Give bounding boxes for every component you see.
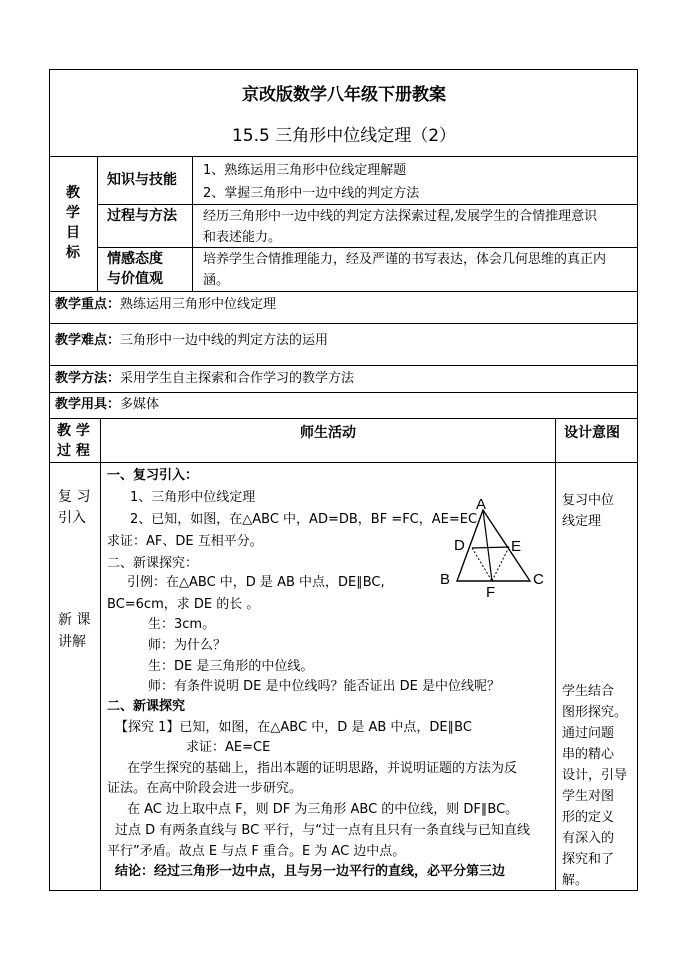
segment-ef <box>492 547 509 581</box>
content-line-4: 求证：AF、DE 互相平分。 <box>107 534 263 549</box>
emotion-label-1: 情感态度 <box>107 251 163 267</box>
difficulty-row <box>55 333 328 349</box>
tools-label: 教学用具： <box>55 397 121 412</box>
col-line-intent <box>555 418 556 890</box>
row-line-obj1 <box>97 204 638 205</box>
content-line-5: 二、新课探究： <box>107 556 199 571</box>
difficulty-text: 三角形中一边中线的判定方法的运用 <box>120 333 329 348</box>
content-line-7: BC=6cm，求 DE 的长 。 <box>107 597 260 612</box>
row-line-3 <box>49 323 638 324</box>
stage-new-1: 新 课 <box>58 612 91 628</box>
col-line-proc <box>100 418 101 890</box>
content-line-10: 生：DE 是三角形的中位线。 <box>148 659 314 674</box>
intent-review: 复习中位 线定理 <box>562 493 615 529</box>
content-conclusion: 结论：经过三角形一边中点，且与另一边平行的直线，必平分第三边 <box>115 864 506 879</box>
key-point-label: 教学重点： <box>55 297 121 312</box>
col-line-obj-a <box>97 156 98 291</box>
stage-new-2: 讲解 <box>58 634 86 650</box>
col-header-activity: 师生活动 <box>300 425 356 441</box>
content-line-19: 平行”矛盾。故点 E 与点 F 重合。E 为 AC 边中点。 <box>107 844 406 859</box>
content-line-17: 在 AC 边上取中点 F，则 DF 为三角形 ABC 的中位线，则 DF∥BC。 <box>127 802 519 817</box>
content-line-6: 引例：在△ABC 中，D 是 AB 中点，DE∥BC, <box>127 575 385 590</box>
row-line-obj2 <box>97 247 638 248</box>
intent-new: 学生结合 图形探究。 通过问题 串的精心 设计，引导 学生对图 形的定义 有深入的 探究和了 解。 <box>562 684 628 888</box>
border-top <box>49 69 638 70</box>
row-line-4 <box>49 365 638 366</box>
point-d-label: D <box>454 537 465 554</box>
content-line-9: 师：为什么？ <box>148 638 227 653</box>
process-label: 过程与方法 <box>107 208 177 224</box>
border-bottom <box>49 890 638 891</box>
process-line-1: 经历三角形中一边中线的判定方法探索过程,发展学生的合情推理意识 <box>203 209 598 224</box>
content-line-14: 求证：AE=CE <box>186 740 271 755</box>
content-line-8: 生：3cm。 <box>148 617 216 632</box>
point-a-label: A <box>476 496 487 513</box>
method-label: 教学方法： <box>55 371 121 386</box>
segment-de <box>472 547 509 548</box>
page-title: 京改版数学八年级下册教案 <box>242 85 446 105</box>
objectives-group-label: 教 学 目 标 <box>66 185 80 261</box>
content-line-16: 证法。在高中阶段会进一步研究。 <box>107 781 303 796</box>
row-line-7 <box>49 462 638 463</box>
row-line-6 <box>49 418 638 419</box>
difficulty-label: 教学难点： <box>55 333 121 348</box>
knowledge-label: 知识与技能 <box>107 172 177 188</box>
content-line-18: 过点 D 有两条直线与 BC 平行，与“过一点有且只有一条直线与已知直线 <box>115 823 531 838</box>
point-c-label: C <box>533 571 544 588</box>
content-line-15: 在学生探究的基础上，指出本题的证明思路，并说明证题的方法为反 <box>127 761 518 776</box>
content-line-3: 2、已知，如图，在△ABC 中，AD=DB，BF =FC，AE=EC <box>130 512 478 527</box>
content-line-11: 师：有条件说明 DE 是中位线吗？能否证出 DE 是中位线呢？ <box>148 679 500 694</box>
knowledge-line-1: 1、熟练运用三角形中位线定理解题 <box>203 163 407 178</box>
col-header-process-1: 教 学 <box>57 423 90 439</box>
emotion-label-2: 与价值观 <box>107 271 163 287</box>
row-line-2 <box>49 291 638 292</box>
process-line-2: 和表述能力。 <box>203 230 282 245</box>
triangle-figure <box>436 495 552 599</box>
content-line-13: 【探究 1】已知，如图，在△ABC 中，D 是 AB 中点，DE∥BC <box>115 720 472 735</box>
method-text: 采用学生自主探索和合作学习的教学方法 <box>120 371 355 386</box>
emotion-line-1: 培养学生合情推理能力，经及严谨的书写表达，体会几何思维的真正内 <box>203 252 607 267</box>
col-line-obj-b <box>192 156 193 291</box>
lesson-title: 15.5 三角形中位线定理（2） <box>231 126 457 146</box>
point-e-label: E <box>511 538 522 555</box>
row-line-1 <box>49 156 638 157</box>
tools-text: 多媒体 <box>120 397 160 412</box>
content-review-heading: 一、复习引入： <box>107 468 199 483</box>
key-point-text: 熟练运用三角形中位线定理 <box>120 297 277 312</box>
stage-review-2: 引入 <box>58 510 86 526</box>
emotion-line-2: 涵。 <box>203 273 230 288</box>
method-row <box>55 371 354 387</box>
border-right <box>637 69 638 891</box>
key-point-row <box>55 297 276 313</box>
point-f-label: F <box>486 584 496 599</box>
point-b-label: B <box>440 571 451 588</box>
content-line-2: 1、三角形中位线定理 <box>130 490 256 505</box>
tools-row <box>55 397 159 413</box>
stage-review-1: 复 习 <box>58 489 91 505</box>
knowledge-line-2: 2、掌握三角形中一边中线的判定方法 <box>203 186 420 201</box>
col-header-process-2: 过 程 <box>57 443 90 459</box>
content-new-heading: 二、新课探究 <box>107 699 186 714</box>
col-header-intent: 设计意图 <box>564 425 620 441</box>
row-line-5 <box>49 392 638 393</box>
